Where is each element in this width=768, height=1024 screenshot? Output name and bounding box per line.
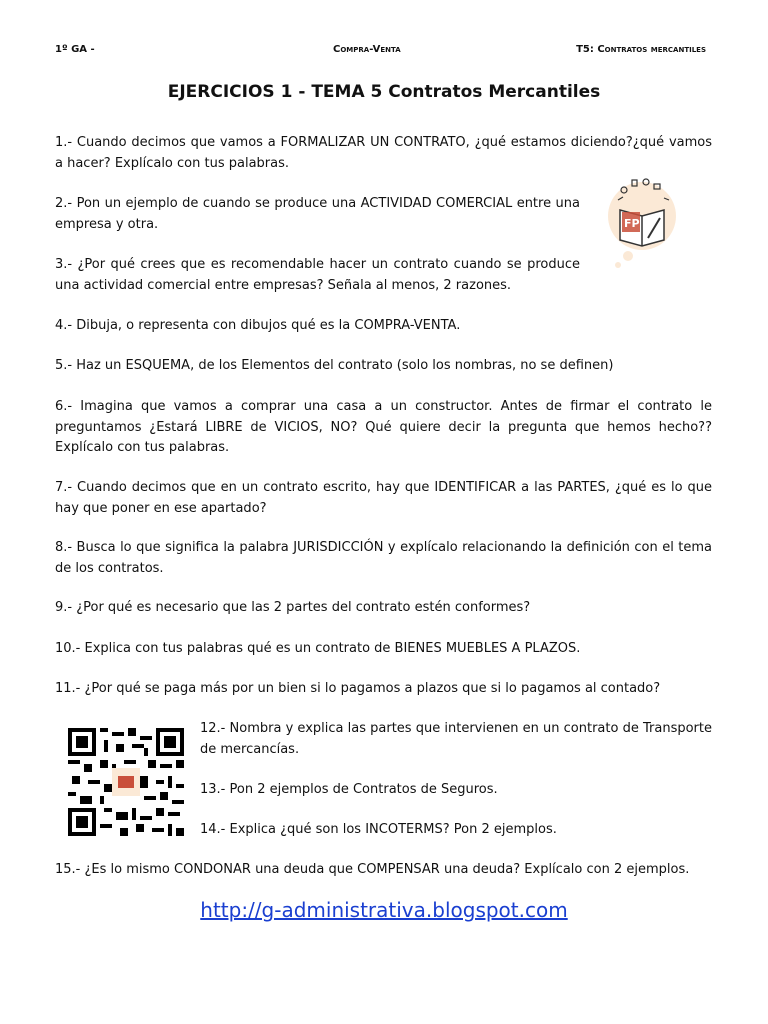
question-1: 1.- Cuando decimos que vamos a FORMALIZAR UN CONTRATO, ¿qué estamos diciendo?¿qué vamos a hacer? Explícalo con tus palabras. xyxy=(55,135,712,171)
question-11: 11.- ¿Por qué se paga más por un bien si lo pagamos a plazos que si lo pagamos al contado? xyxy=(55,681,661,696)
question-7: 7.- Cuando decimos que en un contrato escrito, hay que IDENTIFICAR a las PARTES, ¿qué es lo que hay que poner en ese apartado? xyxy=(55,480,712,516)
blog-link[interactable]: http://g-administrativa.blogspot.com xyxy=(200,898,568,922)
header-course: 1º GA - xyxy=(55,44,95,55)
logo-text: FP xyxy=(624,217,640,230)
question-3: 3.- ¿Por qué crees que es recomendable hacer un contrato cuando se produce una actividad comercial entre empresas? Señala al menos, 2 razones. xyxy=(55,257,580,293)
header-subject: Compra-Venta xyxy=(333,44,401,55)
question-2: 2.- Pon un ejemplo de cuando se produce una ACTIVIDAD COMERCIAL entre una empresa y otra. xyxy=(55,196,580,232)
question-5: 5.- Haz un ESQUEMA, de los Elementos del contrato (solo los nombras, no se definen) xyxy=(55,358,614,373)
question-4: 4.- Dibuja, o representa con dibujos qué es la COMPRA-VENTA. xyxy=(55,318,461,333)
page-title: EJERCICIOS 1 - TEMA 5 Contratos Mercantiles xyxy=(167,82,601,102)
fp-book-logo-icon xyxy=(604,170,684,270)
question-14: 14.- Explica ¿qué son los INCOTERMS? Pon 2 ejemplos. xyxy=(200,822,557,837)
question-12: 12.- Nombra y explica las partes que intervienen en un contrato de Transporte de mercancías. xyxy=(200,721,712,757)
header-topic: T5: Contratos mercantiles xyxy=(576,44,706,55)
question-6: 6.- Imagina que vamos a comprar una casa a un constructor. Antes de firmar el contrato le preguntamos ¿Estará LIBRE de VICIOS, NO? Qué quiere decir la pregunta que hemos hecho?? Explícalo con tus palabras. xyxy=(55,399,712,455)
question-10: 10.- Explica con tus palabras qué es un contrato de BIENES MUEBLES A PLAZOS. xyxy=(55,641,581,656)
question-9: 9.- ¿Por qué es necesario que las 2 partes del contrato estén conformes? xyxy=(55,600,531,615)
qr-code-icon xyxy=(68,728,184,836)
page-header xyxy=(55,44,706,60)
question-8: 8.- Busca lo que significa la palabra JURISDICCIÓN y explícalo relacionando la definición con el tema de los contratos. xyxy=(55,540,712,576)
question-13: 13.- Pon 2 ejemplos de Contratos de Seguros. xyxy=(200,782,498,797)
question-15: 15.- ¿Es lo mismo CONDONAR una deuda que COMPENSAR una deuda? Explícalo con 2 ejemplos. xyxy=(55,862,690,877)
